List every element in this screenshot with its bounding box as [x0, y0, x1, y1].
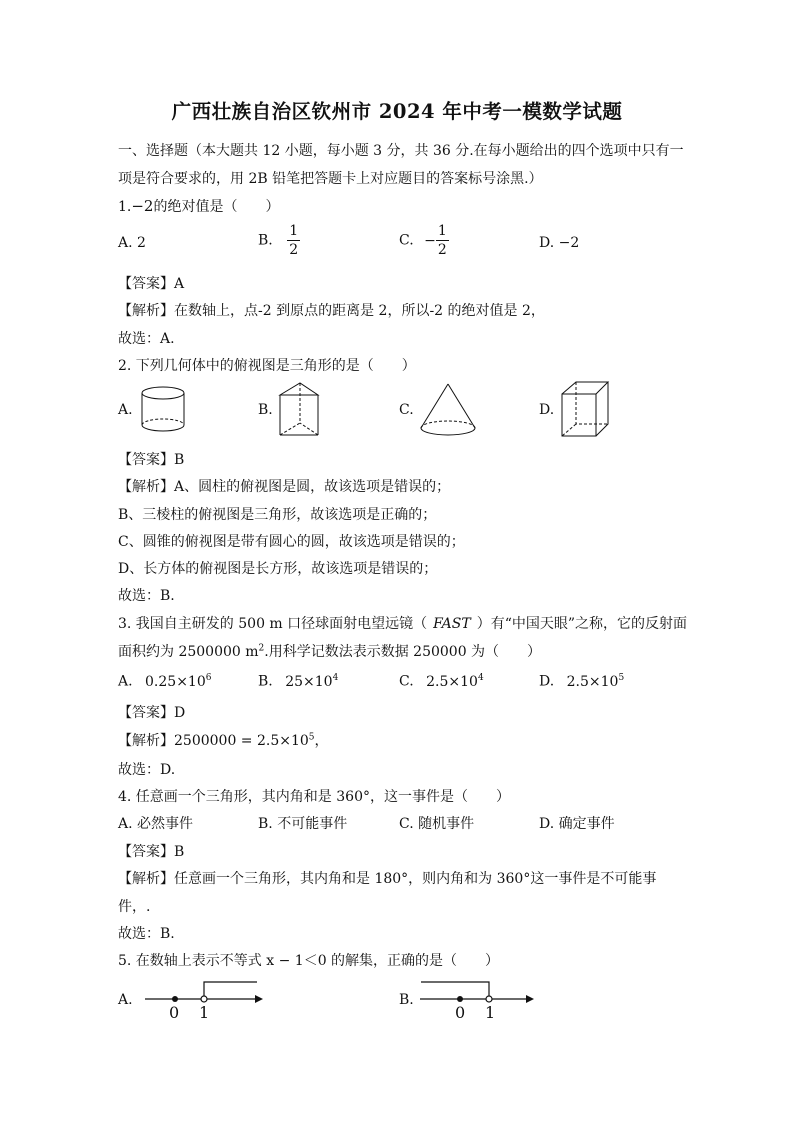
q2-stem: 2. 下列几何体中的俯视图是三角形的是（ ）: [118, 358, 416, 374]
q4-option-b: B. 不可能事件: [258, 816, 348, 832]
q4-conclusion: 故选：B.: [118, 926, 175, 942]
q3-option-c: [399, 673, 484, 690]
q3-conclusion: 故选：D.: [118, 762, 176, 778]
number-line-b: [420, 978, 540, 1023]
q3-option-c-exp: 4: [477, 673, 484, 683]
q1-answer: 【答案】A: [118, 276, 185, 292]
q3-stem-text-4: .用科学记数法表示数据 250000 为（ ）: [264, 644, 542, 660]
q2-analysis-4: D、长方体的俯视图是长方形，故该选项是错误的；: [118, 561, 438, 577]
q3-option-a-exp: 6: [205, 673, 212, 683]
q1-stem: [118, 196, 279, 216]
cylinder-figure: [140, 383, 190, 438]
q2-option-a-label: A.: [118, 402, 133, 418]
q3-option-a-label: A.: [118, 673, 133, 690]
q1-option-c-fraction: [436, 224, 449, 257]
q3-stem-line2: [118, 641, 541, 661]
q3-analysis-exp: 5: [308, 732, 315, 743]
cuboid-figure: [560, 380, 612, 440]
q1-number: 1.: [118, 199, 132, 215]
q1-value: −2: [131, 197, 154, 215]
section-instructions-line1: 一、选择题（本大题共 12 小题，每小题 3 分，共 36 分.在每小题给出的四个选项中只有一: [118, 143, 684, 159]
q5-b-tick-1: 1: [485, 1003, 496, 1022]
q2-answer: 【答案】B: [118, 452, 185, 468]
triangular-prism-figure: [278, 381, 323, 439]
q1-option-c-numerator: 1: [437, 223, 447, 239]
q1-option-b: [258, 224, 300, 257]
q4-option-a: A. 必然事件: [118, 816, 194, 832]
q3-option-c-label: C.: [399, 673, 414, 690]
q2-analysis-1: 【解析】A、圆柱的俯视图是圆，故该选项是错误的；: [118, 479, 451, 495]
cone-figure: [418, 382, 480, 440]
q1-analysis: 【解析】在数轴上，点-2 到原点的距离是 2，所以-2 的绝对值是 2，: [118, 303, 545, 319]
q2-analysis-2: B、三棱柱的俯视图是三角形，故该选项是正确的；: [118, 507, 437, 523]
q3-option-a-base: 0.25×10: [145, 673, 206, 690]
q3-analysis: [118, 730, 329, 750]
q2-analysis-3: C、圆锥的俯视图是带有圆心的圆，故该选项是错误的；: [118, 534, 465, 550]
q4-stem: 4. 任意画一个三角形，其内角和是 360°，这一事件是（ ）: [118, 789, 510, 805]
q3-stem-text-3: 面积约为 2500000 m: [118, 644, 259, 660]
q1-option-b-numerator: 1: [289, 223, 299, 239]
q3-option-a: [118, 673, 211, 690]
section-instructions-line2: 项是符合要求的，用 2B 铅笔把答题卡上对应题目的答案标号涂黑.）: [118, 171, 543, 187]
q1-option-c-label: C.: [399, 232, 414, 249]
q3-analysis-end: ，: [314, 733, 329, 749]
q1-option-c-denominator: 2: [437, 242, 447, 258]
q2-option-d-label: D.: [539, 402, 555, 418]
q5-b-tick-0: 0: [455, 1003, 466, 1022]
q5-option-a-label: A.: [118, 992, 133, 1008]
q2-option-b-label: B.: [258, 402, 273, 418]
q1-option-b-label: B.: [258, 232, 273, 249]
q3-stem-line1: [118, 613, 687, 633]
q3-option-d-base: 2.5×10: [566, 673, 619, 690]
q1-option-b-denominator: 2: [289, 242, 299, 258]
q3-option-d-exp: 5: [618, 673, 625, 683]
q3-stem-sup: 2: [258, 643, 265, 654]
q3-stem-text-2: ）有“中国天眼”之称，它的反射面: [476, 616, 688, 632]
q3-option-b-base: 25×10: [285, 673, 333, 690]
q3-option-b: [258, 673, 338, 690]
q4-analysis-1: 【解析】任意画一个三角形，其内角和是 180°，则内角和为 360°这一事件是不可能事: [118, 871, 657, 887]
q4-option-d: D. 确定事件: [539, 816, 615, 832]
q1-stem-text: 的绝对值是（ ）: [153, 199, 280, 215]
q3-analysis-text: 【解析】2500000 = 2.5×10: [118, 733, 309, 749]
q5-option-b-label: B.: [399, 992, 414, 1008]
q5-a-tick-1: 1: [199, 1003, 210, 1022]
q1-option-c: [399, 224, 449, 257]
q4-answer: 【答案】B: [118, 844, 185, 860]
q1-option-c-sign: −: [424, 232, 436, 249]
q1-option-d: D. −2: [539, 235, 580, 251]
q3-stem-text-1: 3. 我国自主研发的 500 m 口径球面射电望远镜（: [118, 616, 428, 632]
q4-option-c: C. 随机事件: [399, 816, 475, 832]
q2-option-c-label: C.: [399, 402, 414, 418]
q1-conclusion: 故选：A.: [118, 331, 175, 347]
q2-conclusion: 故选：B.: [118, 588, 175, 604]
q4-analysis-2: 件，.: [118, 899, 151, 915]
q3-option-d-label: D.: [539, 673, 555, 690]
q3-option-b-exp: 4: [332, 673, 339, 683]
q3-fast: FAST: [433, 616, 471, 632]
page-title: 广西壮族自治区钦州市 2024 年中考一模数学试题: [171, 100, 623, 123]
q1-option-b-fraction: [287, 224, 300, 257]
q3-option-d: [539, 673, 624, 690]
q3-answer: 【答案】D: [118, 705, 186, 721]
q3-option-b-label: B.: [258, 673, 273, 690]
q3-option-c-base: 2.5×10: [426, 673, 478, 690]
q1-option-a: A. 2: [118, 235, 146, 251]
q5-stem: 5. 在数轴上表示不等式 x − 1＜0 的解集，正确的是（ ）: [118, 953, 500, 969]
q5-a-tick-0: 0: [169, 1003, 180, 1022]
